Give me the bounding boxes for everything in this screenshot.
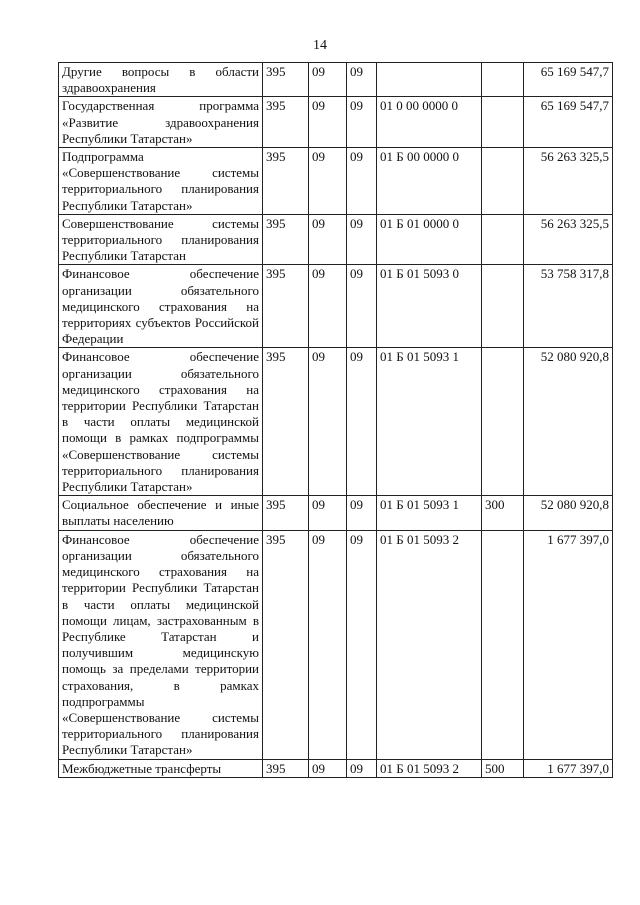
row-admin-code: 395 bbox=[263, 63, 309, 97]
table-row bbox=[59, 97, 613, 148]
row-target-code: 01 Б 01 5093 2 bbox=[377, 530, 482, 759]
row-amount: 52 080 920,8 bbox=[524, 496, 613, 530]
row-section: 09 bbox=[309, 148, 347, 215]
budget-table bbox=[58, 62, 613, 778]
row-name: Межбюджетные трансферты bbox=[59, 759, 263, 777]
row-admin-code: 395 bbox=[263, 496, 309, 530]
row-subsection: 09 bbox=[347, 530, 377, 759]
row-name: Другие вопросы в области здравоохранения bbox=[59, 63, 263, 97]
row-subsection: 09 bbox=[347, 496, 377, 530]
row-section: 09 bbox=[309, 348, 347, 496]
table-row bbox=[59, 530, 613, 759]
row-admin-code: 395 bbox=[263, 265, 309, 348]
row-amount: 1 677 397,0 bbox=[524, 530, 613, 759]
row-admin-code: 395 bbox=[263, 214, 309, 265]
row-section: 09 bbox=[309, 496, 347, 530]
row-target-code: 01 Б 00 0000 0 bbox=[377, 148, 482, 215]
row-section: 09 bbox=[309, 530, 347, 759]
row-section: 09 bbox=[309, 97, 347, 148]
budget-table-body bbox=[59, 63, 613, 778]
row-target-code: 01 0 00 0000 0 bbox=[377, 97, 482, 148]
row-expense-type bbox=[482, 97, 524, 148]
row-name: Государственная программа «Развитие здравоохранения Республики Татарстан» bbox=[59, 97, 263, 148]
row-section: 09 bbox=[309, 265, 347, 348]
row-expense-type bbox=[482, 214, 524, 265]
row-name: Финансовое обеспечение организации обязательного медицинского страхования на территориях субъектов Российской Федерации bbox=[59, 265, 263, 348]
row-amount: 65 169 547,7 bbox=[524, 97, 613, 148]
table-row bbox=[59, 496, 613, 530]
table-row bbox=[59, 265, 613, 348]
table-row bbox=[59, 63, 613, 97]
row-subsection: 09 bbox=[347, 148, 377, 215]
row-name: Финансовое обеспечение организации обязательного медицинского страхования на территории Республики Татарстан в части оплаты медицинской помощи в рамках подпрограммы «Совершенствование системы территориального планирования Республики Татарстан» bbox=[59, 348, 263, 496]
row-target-code: 01 Б 01 5093 1 bbox=[377, 348, 482, 496]
table-row bbox=[59, 148, 613, 215]
row-name: Подпрограмма «Совершенствование системы территориального планирования Республики Татарстан» bbox=[59, 148, 263, 215]
row-amount: 53 758 317,8 bbox=[524, 265, 613, 348]
row-subsection: 09 bbox=[347, 214, 377, 265]
table-row bbox=[59, 214, 613, 265]
row-admin-code: 395 bbox=[263, 348, 309, 496]
row-expense-type bbox=[482, 348, 524, 496]
row-amount: 56 263 325,5 bbox=[524, 214, 613, 265]
row-admin-code: 395 bbox=[263, 148, 309, 215]
row-admin-code: 395 bbox=[263, 97, 309, 148]
row-target-code bbox=[377, 63, 482, 97]
row-expense-type bbox=[482, 265, 524, 348]
row-section: 09 bbox=[309, 759, 347, 777]
row-amount: 52 080 920,8 bbox=[524, 348, 613, 496]
row-expense-type bbox=[482, 148, 524, 215]
row-amount: 65 169 547,7 bbox=[524, 63, 613, 97]
row-admin-code: 395 bbox=[263, 530, 309, 759]
row-expense-type bbox=[482, 63, 524, 97]
row-name: Совершенствование системы территориального планирования Республики Татарстан bbox=[59, 214, 263, 265]
row-subsection: 09 bbox=[347, 265, 377, 348]
row-target-code: 01 Б 01 5093 1 bbox=[377, 496, 482, 530]
row-name: Финансовое обеспечение организации обязательного медицинского страхования на территории Республики Татарстан в части оплаты медицинской помощи лицам, застрахованным в Республике Татарстан и получившим медицинскую помощь за пределами территории страхования, в рамках подпрограммы «Совершенствование системы территориального планирования Республики Татарстан» bbox=[59, 530, 263, 759]
row-name: Социальное обеспечение и иные выплаты населению bbox=[59, 496, 263, 530]
row-expense-type: 500 bbox=[482, 759, 524, 777]
row-amount: 56 263 325,5 bbox=[524, 148, 613, 215]
row-target-code: 01 Б 01 5093 2 bbox=[377, 759, 482, 777]
row-admin-code: 395 bbox=[263, 759, 309, 777]
row-target-code: 01 Б 01 0000 0 bbox=[377, 214, 482, 265]
row-subsection: 09 bbox=[347, 348, 377, 496]
row-target-code: 01 Б 01 5093 0 bbox=[377, 265, 482, 348]
row-section: 09 bbox=[309, 63, 347, 97]
page-number: 14 bbox=[313, 38, 327, 53]
row-expense-type bbox=[482, 530, 524, 759]
table-row bbox=[59, 759, 613, 777]
row-expense-type: 300 bbox=[482, 496, 524, 530]
row-section: 09 bbox=[309, 214, 347, 265]
row-subsection: 09 bbox=[347, 97, 377, 148]
row-amount: 1 677 397,0 bbox=[524, 759, 613, 777]
table-row bbox=[59, 348, 613, 496]
row-subsection: 09 bbox=[347, 759, 377, 777]
row-subsection: 09 bbox=[347, 63, 377, 97]
